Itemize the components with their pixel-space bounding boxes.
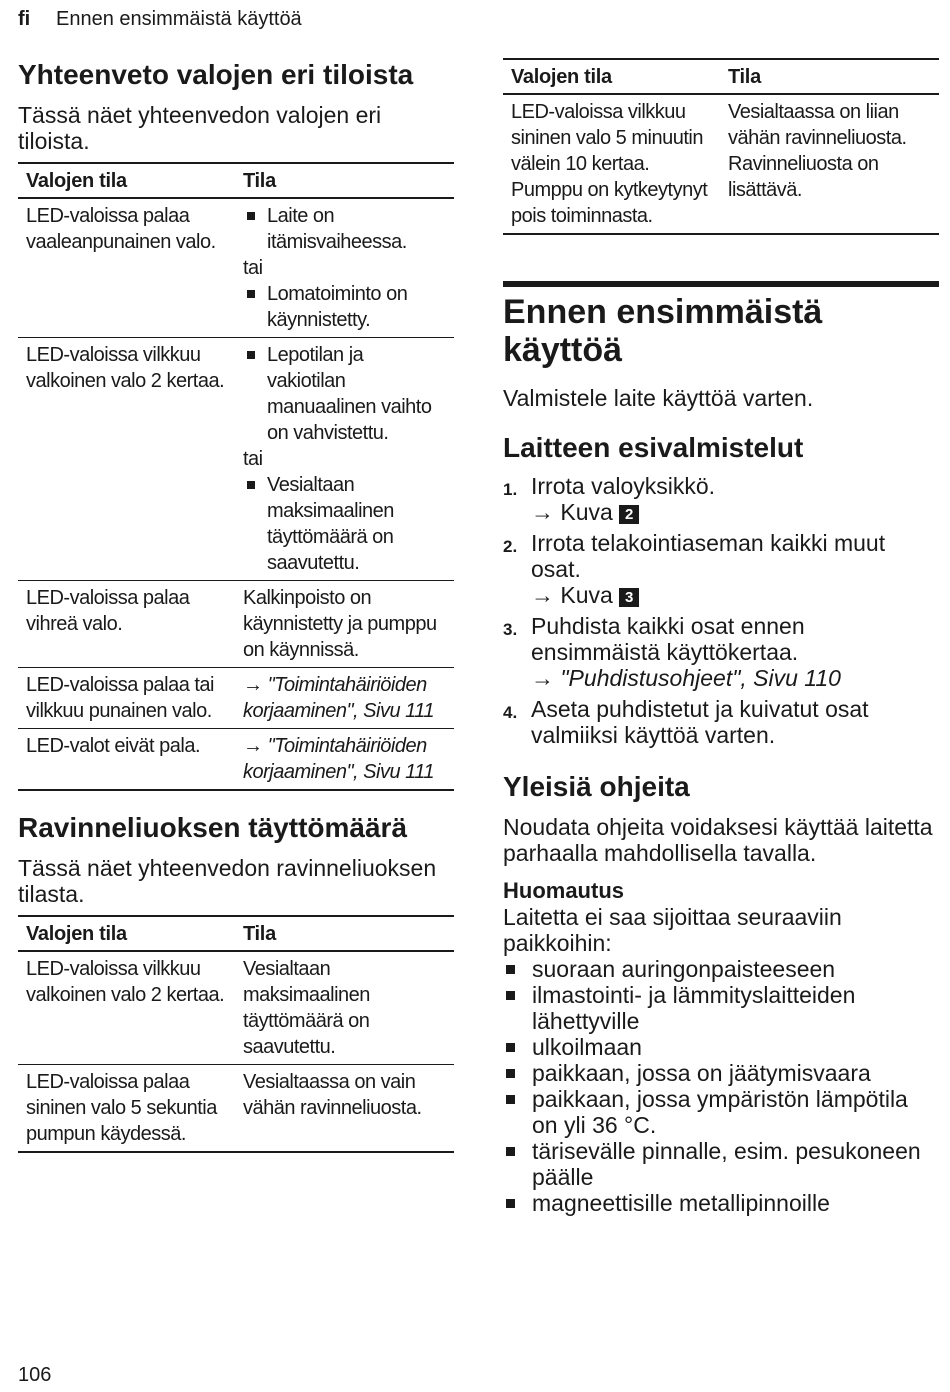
light-cell: LED-valoissa palaa vihreä valo. [18,581,235,668]
column-header-light: Valojen tila [503,59,720,94]
cross-reference-link[interactable]: "Toimintahäiriöiden korjaaminen", Sivu 111 [243,674,435,722]
state-cell: Vesialtaan maksimaalinen täyttömäärä on saavutettu. [243,958,370,1058]
prep-steps [503,473,939,748]
table-row [18,198,454,338]
list-item-text: tärisevälle pinnalle, esim. pesukoneen päälle [532,1138,921,1190]
step-number: 4. [503,703,518,722]
right-column [503,58,939,1216]
list-item [503,956,939,982]
table-row [18,1065,454,1153]
list-item [503,1034,939,1060]
table-row [503,94,939,234]
bullet-icon [506,1199,515,1208]
state-text: Lepotilan ja vakiotilan manuaalinen vaihto on vahvistettu. [267,344,432,444]
figure-ref: Kuva [560,499,613,525]
summary-heading: Yhteenveto valojen eri tiloista [18,59,414,90]
nutrient-table [18,915,454,1153]
light-cell: LED-valoissa palaa sininen valo 5 sekuntia pumpun käydessä. [18,1065,235,1153]
arrow-right-icon: → [531,665,554,691]
list-item-text: suoraan auringonpaisteeseen [532,956,836,982]
column-header-state: Tila [235,163,454,198]
list-item-text: ulkoilmaan [532,1034,642,1060]
list-item [503,1138,939,1190]
state-cell [235,729,454,791]
bullet-icon [247,481,255,489]
table-row [18,338,454,581]
list-item-text: ilmastointi- ja lämmityslaitteiden lähettyville [532,982,856,1034]
arrow-right-icon: → [243,674,263,696]
bullet-icon [247,290,255,298]
state-text: Laite on itämisvaiheessa. [267,205,407,253]
bullet-icon [506,1095,515,1104]
placement-list [503,956,939,1216]
state-cell: Vesialtaassa on liian vähän ravinneliuosta. Ravinneliuosta on lisättävä. [728,101,907,201]
step-item [503,473,939,525]
column-header-light: Valojen tila [18,163,235,198]
or-text: tai [243,257,263,279]
list-item [503,1060,939,1086]
page-number: 106 [18,1364,52,1386]
bullet-icon [506,965,515,974]
summary-intro: Tässä näet yhteenvedon valojen eri tiloista. [18,102,382,154]
bullet-icon [247,212,255,220]
step-item [503,696,939,748]
table-row [18,951,454,1065]
step-number: 2. [503,537,518,556]
nutrient-heading: Ravinneliuoksen täyttömäärä [18,812,408,843]
list-item [503,1190,939,1216]
cross-reference-link[interactable]: "Puhdistusohjeet", Sivu 110 [560,665,841,691]
table-row [18,668,454,729]
state-cell [235,198,454,338]
section-title: Ennen ensimmäistä käyttöä [503,293,823,369]
step-text: Irrota telakointiaseman kaikki muut osat. [531,530,886,582]
light-status-table [18,162,454,791]
step-number: 1. [503,480,518,499]
arrow-right-icon: → [531,499,554,525]
column-header-state: Tila [720,59,939,94]
cross-reference-link[interactable]: "Toimintahäiriöiden korjaaminen", Sivu 111 [243,735,435,783]
general-text: Noudata ohjeita voidaksesi käyttää laitetta parhaalla mahdollisella tavalla. [503,814,933,866]
list-item-text: paikkaan, jossa ympäristön lämpötila on yli 36 °C. [532,1086,908,1138]
column-header-light: Valojen tila [18,916,235,951]
bullet-icon [506,1147,515,1156]
figure-number-badge: 2 [619,505,639,524]
note-heading: Huomautus [503,878,624,903]
list-item-text: paikkaan, jossa on jäätymisvaara [532,1060,871,1086]
step-item [503,530,939,608]
light-cell: LED-valot eivät pala. [18,729,235,791]
state-cell: Vesialtaassa on vain vähän ravinneliuosta. [235,1065,454,1153]
light-cell: LED-valoissa vilkkuu sininen valo 5 minuutin välein 10 kertaa. Pumppu on kytkeytynyt pois toiminnasta. [511,101,708,227]
state-text: Vesialtaan maksimaalinen täyttömäärä on saavutettu. [267,474,394,574]
left-column [18,58,454,1153]
nutrient-intro: Tässä näet yhteenvedon ravinneliuoksen tilasta. [18,855,437,907]
nutrient-table-continued [503,58,939,235]
light-cell: LED-valoissa vilkkuu valkoinen valo 2 kertaa. [26,958,225,1006]
light-cell: LED-valoissa palaa vaaleanpunainen valo. [26,205,216,253]
state-cell: Kalkinpoisto on käynnistetty ja pumppu on käynnissä. [235,581,454,668]
step-text: Irrota valoyksikkö. [531,473,716,499]
general-heading: Yleisiä ohjeita [503,771,690,802]
prep-heading: Laitteen esivalmistelut [503,432,804,463]
state-cell [235,338,454,581]
list-item [503,982,939,1034]
section-divider [503,281,939,287]
section-intro: Valmistele laite käyttöä varten. [503,385,814,411]
step-text: Puhdista kaikki osat ennen ensimmäistä käyttökertaa. [531,613,805,665]
column-header-state: Tila [235,916,454,951]
running-header: Ennen ensimmäistä käyttöä [56,8,302,30]
light-cell: LED-valoissa vilkkuu valkoinen valo 2 kertaa. [18,338,235,581]
language-code: fi [18,8,31,30]
bullet-icon [506,1043,515,1052]
list-item-text: magneettisille metallipinnoille [532,1190,830,1216]
note-text: Laitetta ei saa sijoittaa seuraaviin paikkoihin: [503,904,842,956]
table-row [18,729,454,791]
list-item [503,1086,939,1138]
state-text: Lomatoiminto on käynnistetty. [267,283,408,331]
arrow-right-icon: → [243,735,263,757]
figure-ref: Kuva [560,582,613,608]
light-cell: LED-valoissa palaa tai vilkkuu punainen valo. [18,668,235,729]
bullet-icon [506,1069,515,1078]
step-number: 3. [503,620,518,639]
bullet-icon [506,991,515,1000]
step-text: Aseta puhdistetut ja kuivatut osat valmiiksi käyttöä varten. [531,696,869,748]
step-item [503,613,939,691]
or-text: tai [243,448,263,470]
bullet-icon [247,351,255,359]
table-row [18,581,454,668]
state-cell [235,668,454,729]
arrow-right-icon: → [531,582,554,608]
figure-number-badge: 3 [619,588,639,607]
